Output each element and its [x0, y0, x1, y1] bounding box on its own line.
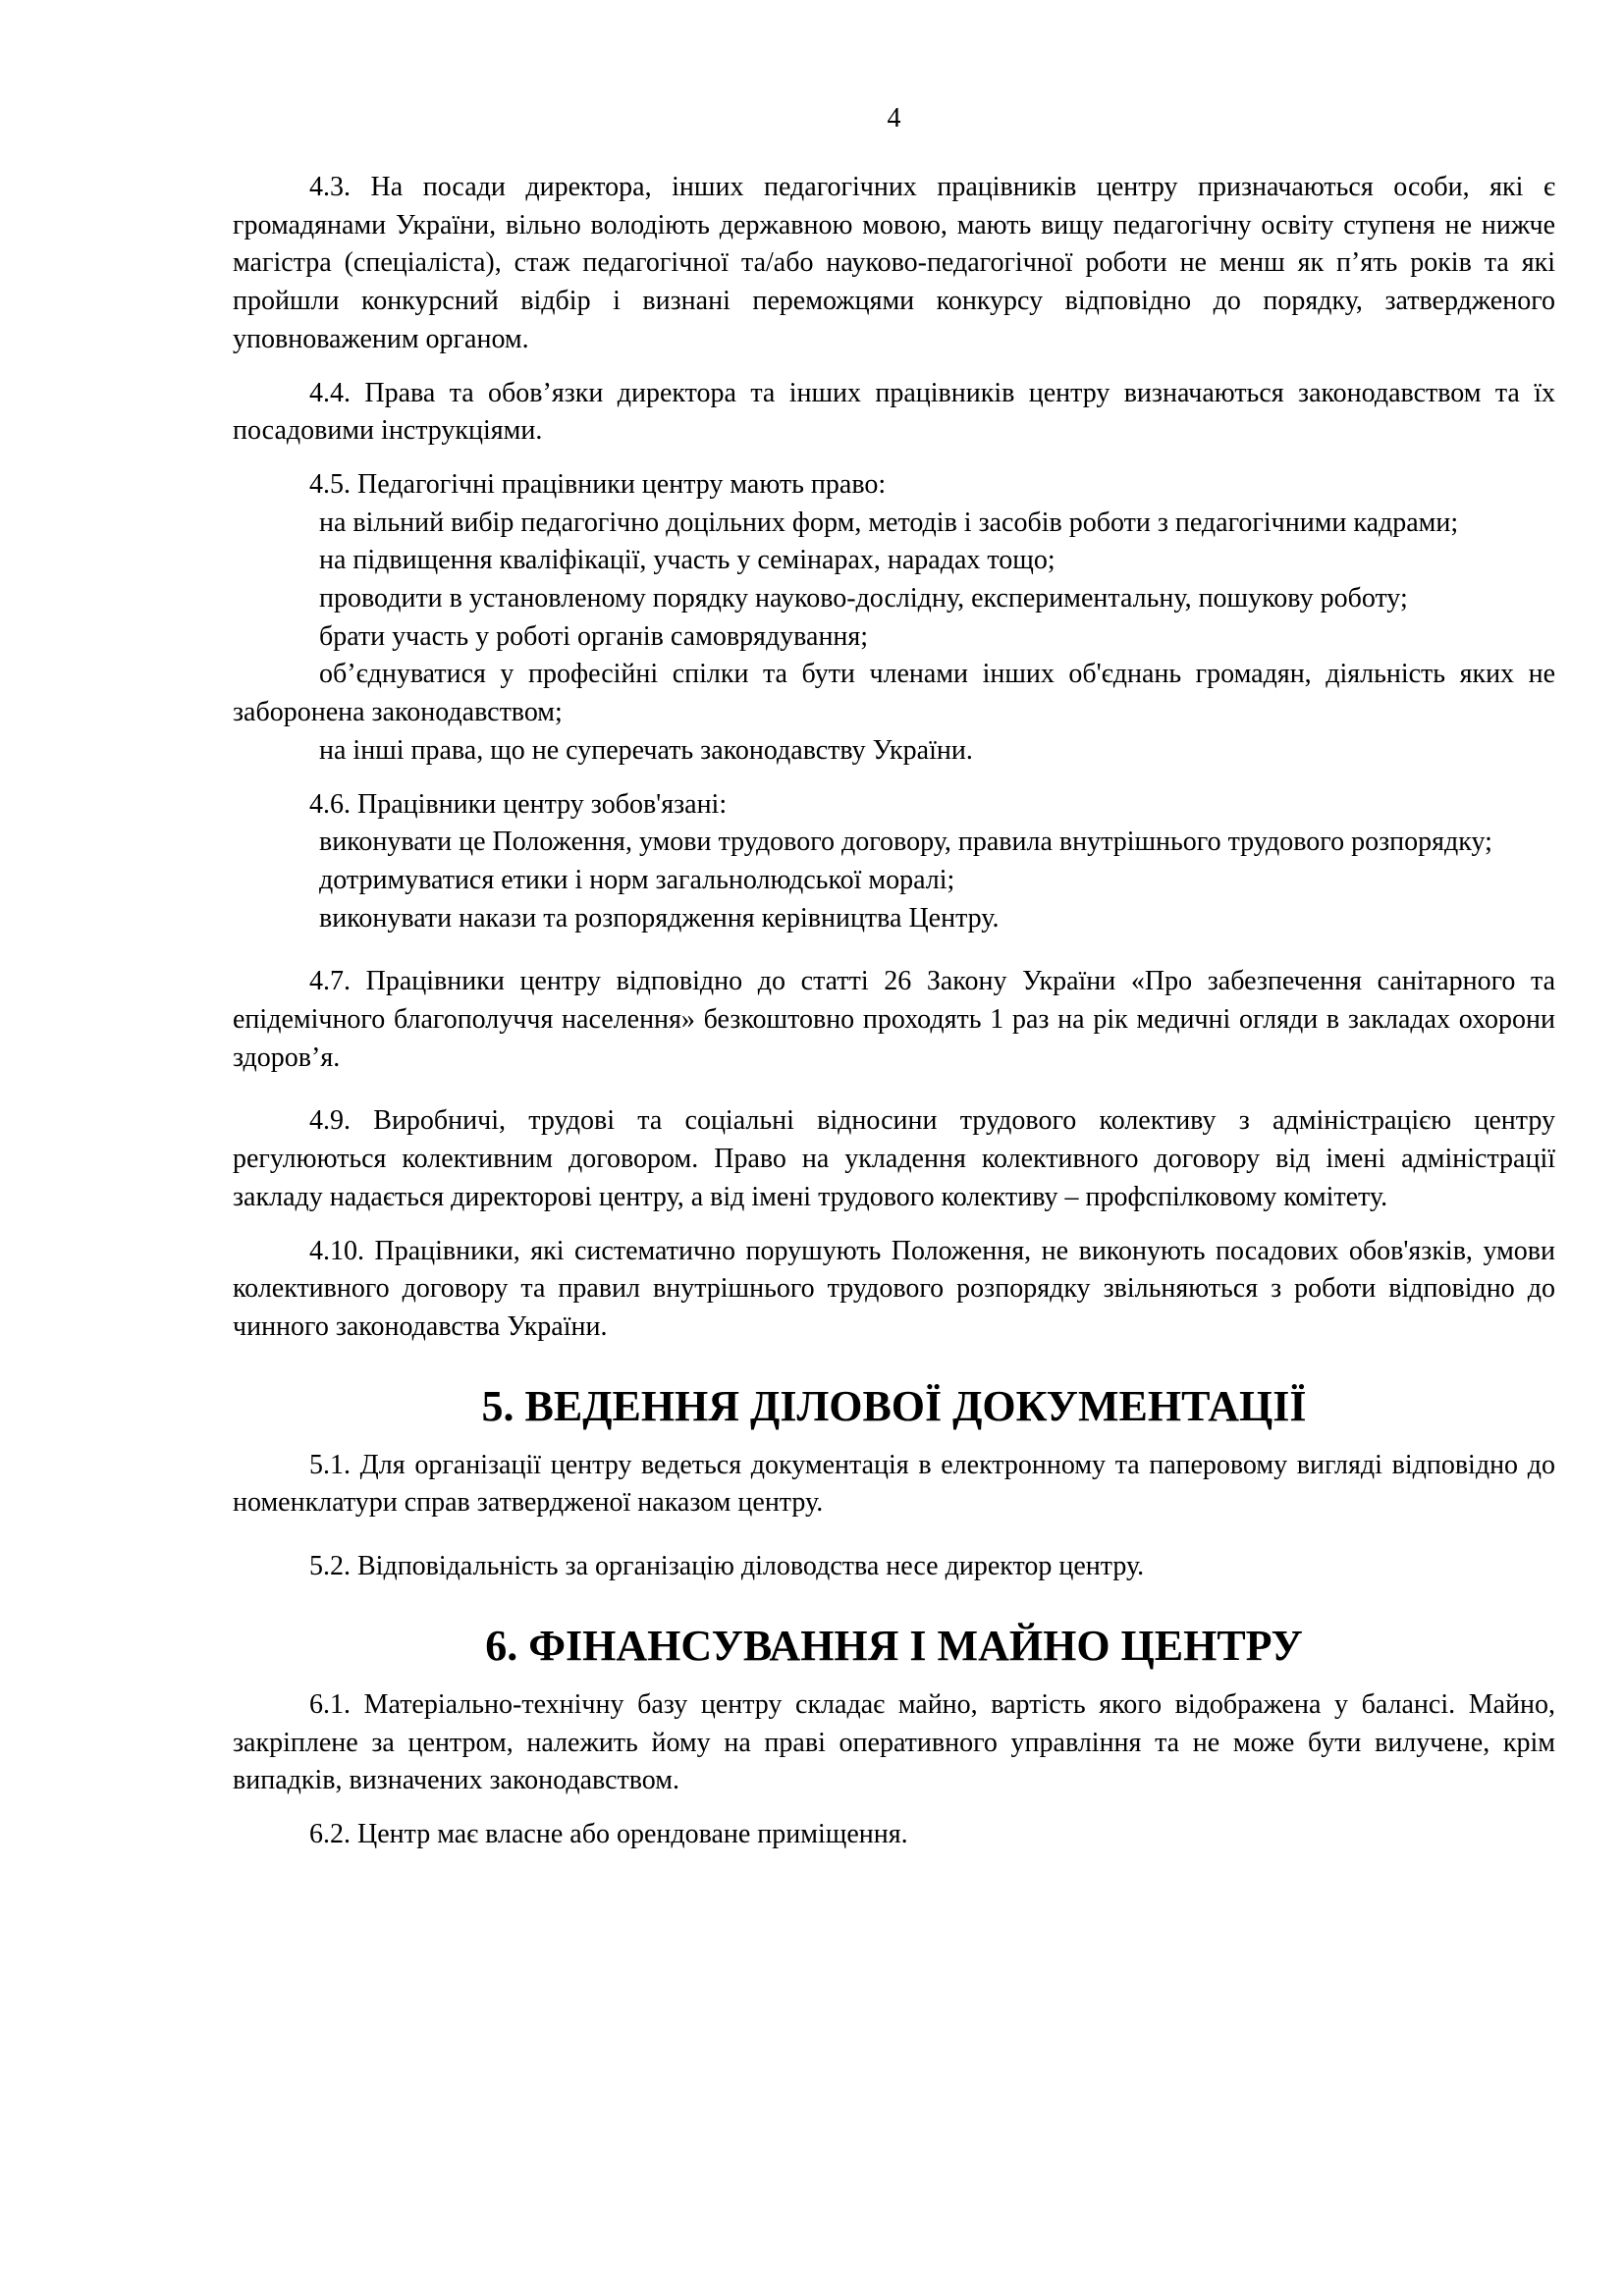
page-number: 4	[887, 103, 901, 133]
paragraph-text: 4.10. Працівники, які систематично порушують Положення, не виконують посадових обов'язків, умови колективного договору та правил внутрішнього трудового розпорядку звільняються з роботи відповідно до чинного законодавства України.	[233, 1235, 1555, 1342]
list-item: об’єднуватися у професійні спілки та бути членами інших об'єднань громадян, діяльність яких не заборонена законодавством;	[233, 659, 1555, 728]
list-item: на вільний вибір педагогічно доцільних форм, методів і засобів роботи з педагогічними кадрами;	[319, 507, 1459, 538]
paragraph-text: 4.9. Виробничі, трудові та соціальні відносини трудового колективу з адміністрацією центру регулюються колективним договором. Право на укладення колективного договору від імені адміністрації закладу надається директорові центру, а від імені трудового колективу – профспілковому комітету.	[233, 1105, 1555, 1212]
list-item: виконувати накази та розпорядження керівництва Центру.	[319, 902, 1000, 934]
paragraph-4-10	[233, 1233, 1555, 1347]
section-5-heading: 5. ВЕДЕННЯ ДІЛОВОЇ ДОКУМЕНТАЦІЇ	[481, 1381, 1307, 1430]
paragraph-4-6	[233, 786, 1555, 938]
list-item: виконувати це Положення, умови трудового договору, правила внутрішнього трудового розпорядку;	[319, 827, 1492, 858]
paragraph-text: 6.2. Центр має власне або орендоване приміщення.	[309, 1818, 908, 1849]
list-item: проводити в установленому порядку науково-дослідну, експериментальну, пошукову роботу;	[319, 583, 1408, 614]
paragraph-5-1	[233, 1447, 1555, 1522]
paragraph-4-9	[233, 1102, 1555, 1216]
paragraph-intro: 4.5. Педагогічні працівники центру мають право:	[309, 468, 887, 500]
list-item: на підвищення кваліфікації, участь у семінарах, нарадах тощо;	[319, 545, 1056, 576]
paragraph-text: 4.4. Права та обов’язки директора та інших працівників центру визначаються законодавством та їх посадовими інструкціями.	[233, 377, 1555, 447]
section-6-heading: 6. ФІНАНСУВАННЯ І МАЙНО ЦЕНТРУ	[485, 1621, 1303, 1670]
paragraph-5-2	[233, 1548, 1555, 1586]
paragraph-6-1	[233, 1686, 1555, 1800]
paragraph-text: 6.1. Матеріально-технічну базу центру складає майно, вартість якого відображена у балансі. Майно, закріплене за центром, належить йому на праві оперативного управління та не може бути вилучене, крім випадків, визначених законодавством.	[233, 1688, 1555, 1796]
paragraph-text: 5.2. Відповідальність за організацію діловодства несе директор центру.	[309, 1551, 1145, 1582]
paragraph-intro: 4.6. Працівники центру зобов'язані:	[309, 788, 728, 820]
paragraph-4-4	[233, 375, 1555, 451]
list-item: на інші права, що не суперечать законодавству України.	[319, 734, 973, 766]
paragraph-6-2	[233, 1816, 1555, 1854]
paragraph-4-5	[233, 466, 1555, 771]
paragraph-text: 5.1. Для організації центру ведеться документація в електронному та паперовому вигляді відповідно до номенклатури справ затвердженої наказом центру.	[233, 1449, 1555, 1519]
paragraph-4-7	[233, 963, 1555, 1077]
list-item: дотримуватися етики і норм загальнолюдської моралі;	[319, 864, 955, 895]
paragraph-4-3	[233, 169, 1555, 359]
paragraph-text: 4.3. На посади директора, інших педагогічних працівників центру призначаються особи, які є громадянами України, вільно володіють державною мовою, мають вищу педагогічну освіту ступеня не нижче магістра (спеціаліста), стаж педагогічної та/або науково-педагогічної роботи не менш як п’ять років та які пройшли конкурсний відбір і визнані переможцями конкурсу відповідно до порядку, затвердженого уповноваженим органом.	[233, 172, 1555, 354]
list-item: брати участь у роботі органів самоврядування;	[319, 620, 869, 652]
paragraph-text: 4.7. Працівники центру відповідно до статті 26 Закону України «Про забезпечення санітарного та епідемічного благополуччя населення» безкоштовно проходять 1 раз на рік медичні огляди в закладах охорони здоров’я.	[233, 966, 1555, 1073]
